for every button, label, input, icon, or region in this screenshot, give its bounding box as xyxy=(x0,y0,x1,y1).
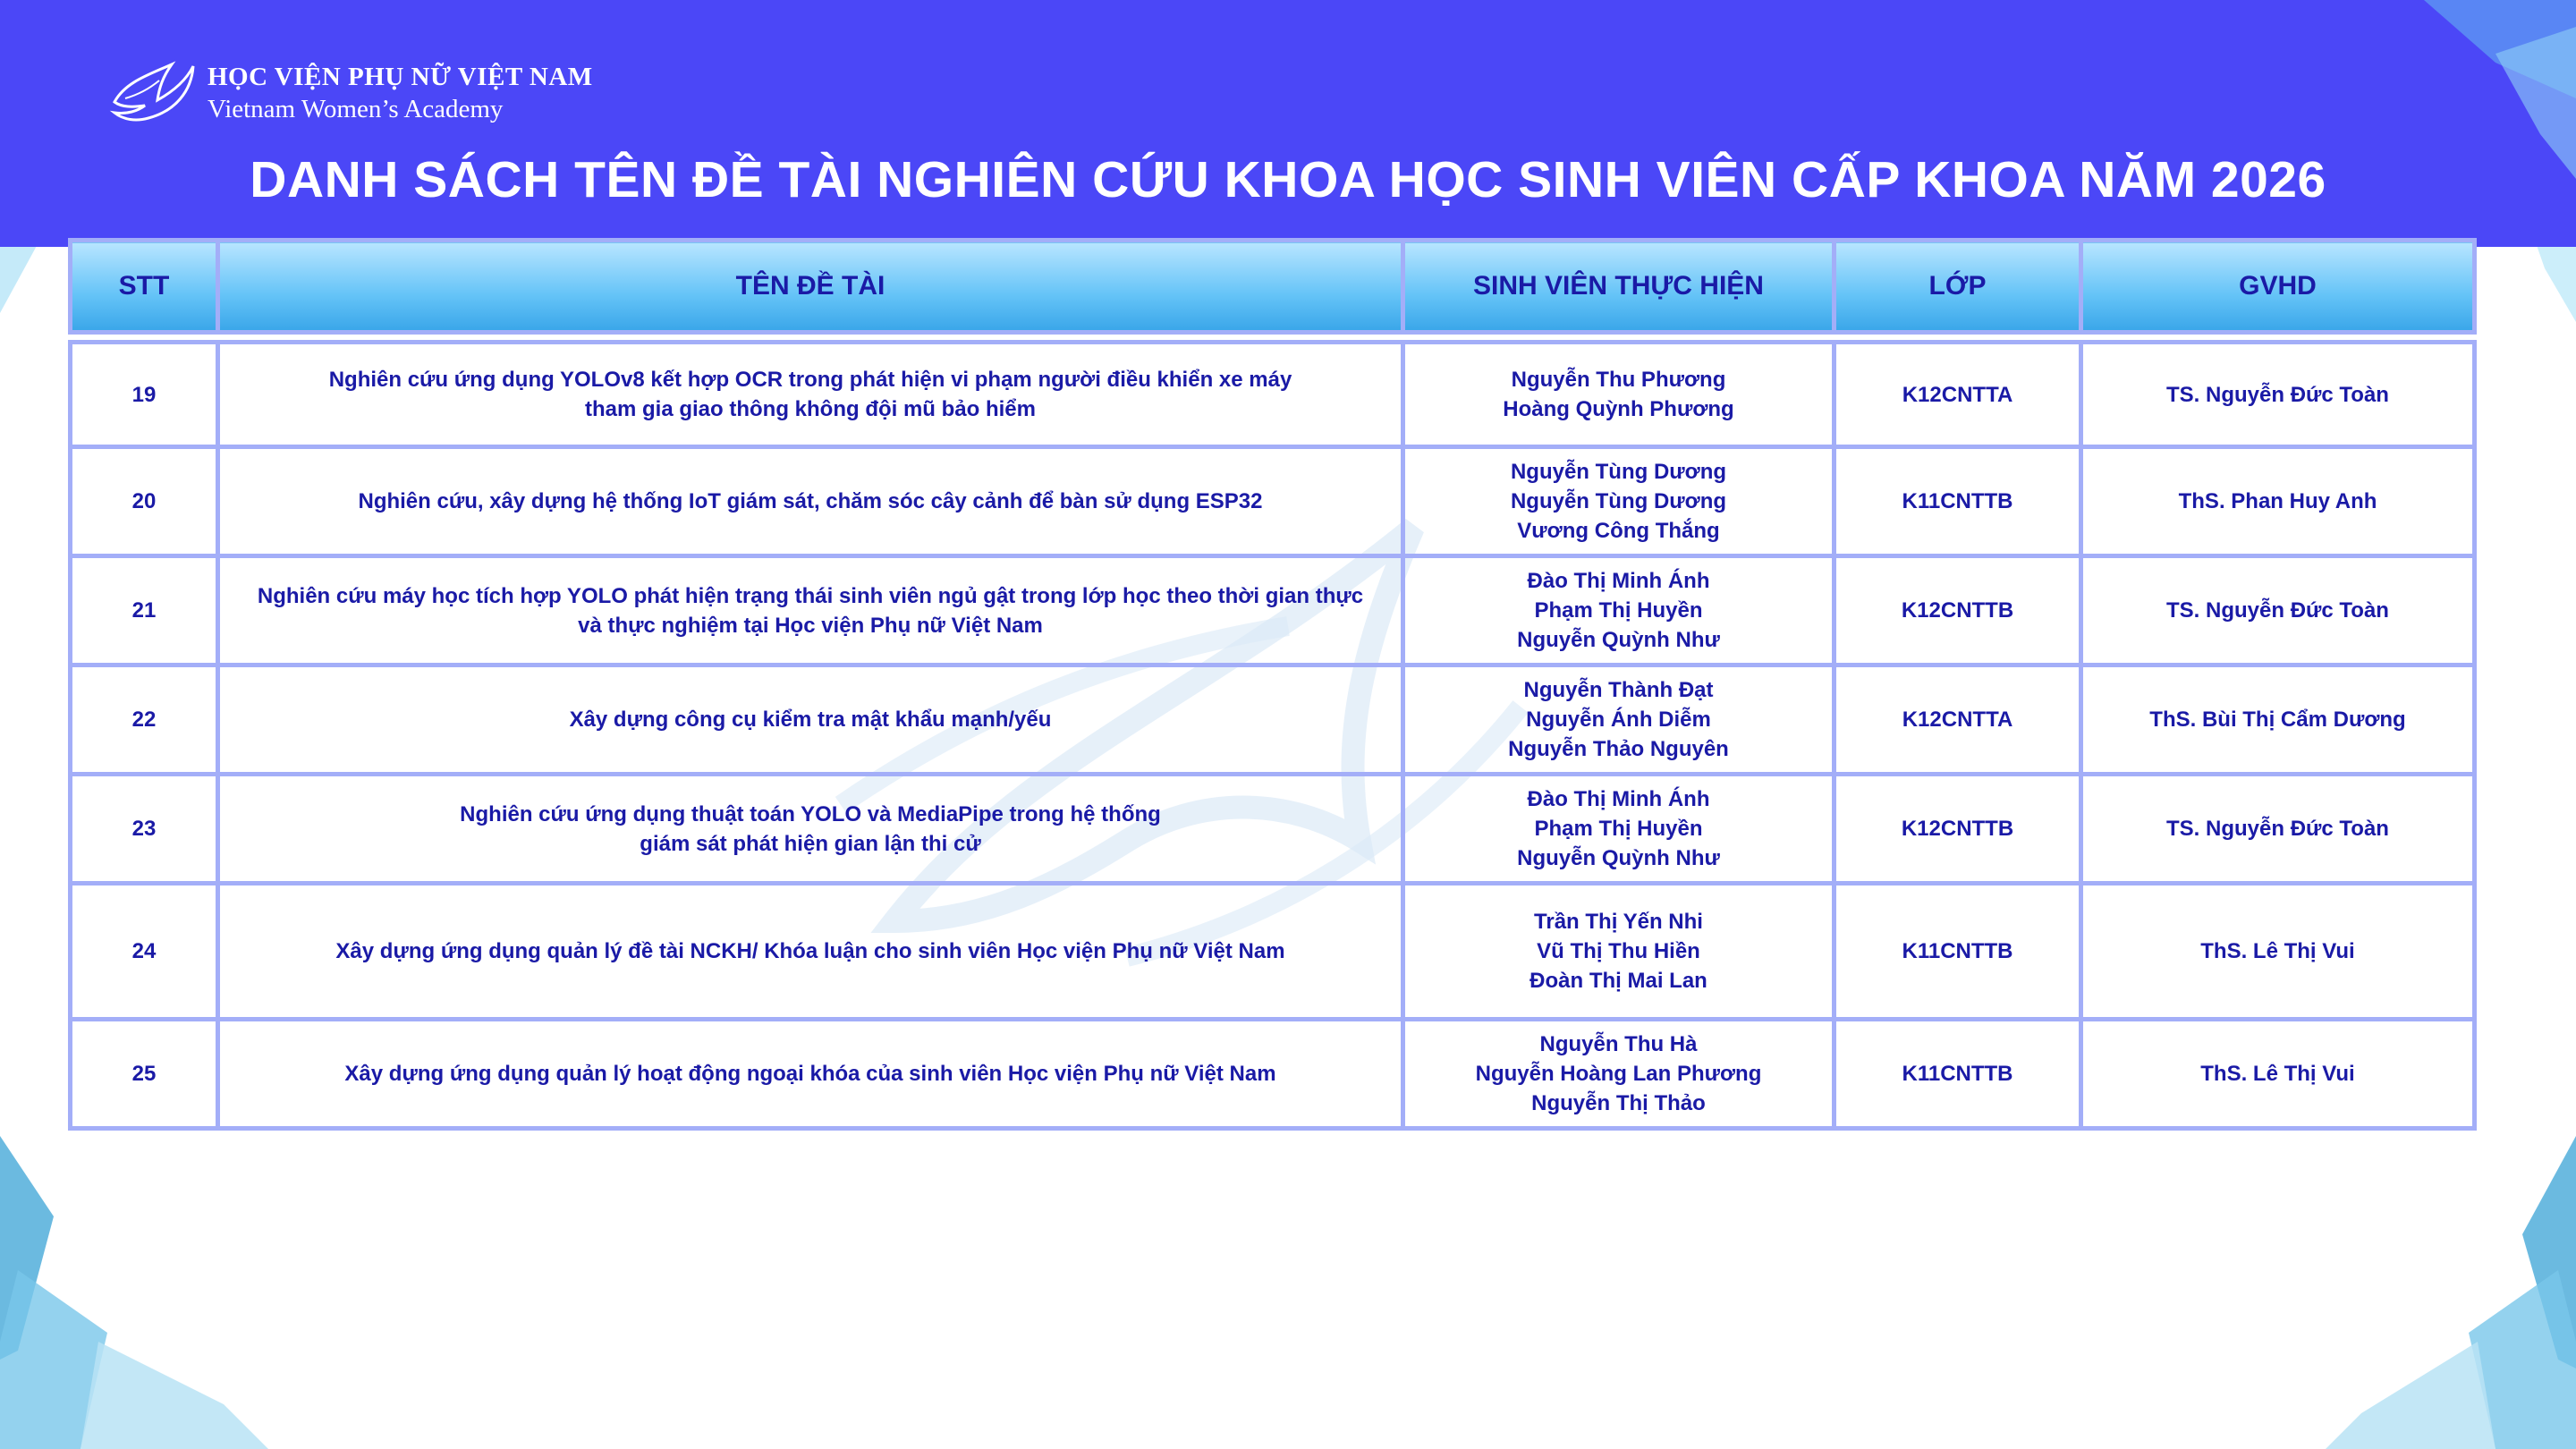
cell-advisor: TS. Nguyễn Đức Toàn xyxy=(2081,775,2475,884)
cell-students: Nguyễn Tùng Dương Nguyễn Tùng Dương Vương Công Thắng xyxy=(1403,447,1835,556)
col-header-class: LỚP xyxy=(1835,241,2081,333)
cell-stt: 25 xyxy=(71,1020,218,1129)
cell-advisor: ThS. Lê Thị Vui xyxy=(2081,1020,2475,1129)
table-row xyxy=(71,343,2475,447)
cell-students: Đào Thị Minh Ánh Phạm Thị Huyền Nguyễn Quỳnh Như xyxy=(1403,556,1835,665)
cell-class: K11CNTTB xyxy=(1835,1020,2081,1129)
col-header-stt: STT xyxy=(71,241,218,333)
cell-stt: 19 xyxy=(71,343,218,447)
table-row xyxy=(71,556,2475,665)
table-row xyxy=(71,1020,2475,1129)
bird-logo-icon xyxy=(107,55,197,131)
cell-advisor: ThS. Bùi Thị Cẩm Dương xyxy=(2081,665,2475,775)
cell-students: Nguyễn Thu Phương Hoàng Quỳnh Phương xyxy=(1403,343,1835,447)
academy-logo xyxy=(107,55,593,131)
table-header-row xyxy=(71,241,2475,333)
table-row xyxy=(71,665,2475,775)
cell-advisor: ThS. Phan Huy Anh xyxy=(2081,447,2475,556)
cell-topic: Xây dựng ứng dụng quản lý đề tài NCKH/ Khóa luận cho sinh viên Học viện Phụ nữ Việt Nam xyxy=(218,884,1403,1020)
decor-bottom-left xyxy=(0,1136,304,1449)
cell-topic: Nghiên cứu, xây dựng hệ thống IoT giám sát, chăm sóc cây cảnh để bàn sử dụng ESP32 xyxy=(218,447,1403,556)
cell-students: Đào Thị Minh Ánh Phạm Thị Huyền Nguyễn Quỳnh Như xyxy=(1403,775,1835,884)
col-header-advisor: GVHD xyxy=(2081,241,2475,333)
cell-class: K12CNTTA xyxy=(1835,343,2081,447)
cell-stt: 24 xyxy=(71,884,218,1020)
cell-advisor: ThS. Lê Thị Vui xyxy=(2081,884,2475,1020)
cell-topic: Nghiên cứu ứng dụng YOLOv8 kết hợp OCR trong phát hiện vi phạm người điều khiển xe máy tham gia giao thông không đội mũ bảo hiểm xyxy=(218,343,1403,447)
cell-class: K11CNTTB xyxy=(1835,447,2081,556)
institution-name-vi: HỌC VIỆN PHỤ NỮ VIỆT NAM xyxy=(208,63,593,91)
col-header-topic: TÊN ĐỀ TÀI xyxy=(218,241,1403,333)
cell-stt: 22 xyxy=(71,665,218,775)
cell-class: K12CNTTB xyxy=(1835,556,2081,665)
cell-topic: Xây dựng ứng dụng quản lý hoạt động ngoại khóa của sinh viên Học viện Phụ nữ Việt Nam xyxy=(218,1020,1403,1129)
col-header-students: SINH VIÊN THỰC HIỆN xyxy=(1403,241,1835,333)
institution-name-en: Vietnam Women’s Academy xyxy=(208,95,504,123)
cell-stt: 20 xyxy=(71,447,218,556)
cell-topic: Nghiên cứu ứng dụng thuật toán YOLO và MediaPipe trong hệ thống giám sát phát hiện gian lận thi cử xyxy=(218,775,1403,884)
topics-table xyxy=(68,238,2477,1131)
cell-class: K12CNTTA xyxy=(1835,665,2081,775)
cell-students: Nguyễn Thu Hà Nguyễn Hoàng Lan Phương Nguyễn Thị Thảo xyxy=(1403,1020,1835,1129)
cell-topic: Nghiên cứu máy học tích hợp YOLO phát hiện trạng thái sinh viên ngủ gật trong lớp học theo thời gian thực và thực nghiệm tại Học viện Phụ nữ Việt Nam xyxy=(218,556,1403,665)
table-row xyxy=(71,884,2475,1020)
cell-students: Nguyễn Thành Đạt Nguyễn Ánh Diễm Nguyễn Thảo Nguyên xyxy=(1403,665,1835,775)
cell-stt: 23 xyxy=(71,775,218,884)
cell-advisor: TS. Nguyễn Đức Toàn xyxy=(2081,556,2475,665)
cell-class: K11CNTTB xyxy=(1835,884,2081,1020)
table-row xyxy=(71,447,2475,556)
decor-banner-right xyxy=(2272,0,2576,250)
decor-bottom-right xyxy=(2290,1136,2576,1449)
cell-students: Trần Thị Yến Nhi Vũ Thị Thu Hiền Đoàn Thị Mai Lan xyxy=(1403,884,1835,1020)
cell-stt: 21 xyxy=(71,556,218,665)
cell-topic: Xây dựng công cụ kiểm tra mật khẩu mạnh/yếu xyxy=(218,665,1403,775)
table-row xyxy=(71,775,2475,884)
cell-advisor: TS. Nguyễn Đức Toàn xyxy=(2081,343,2475,447)
cell-class: K12CNTTB xyxy=(1835,775,2081,884)
page-title: DANH SÁCH TÊN ĐỀ TÀI NGHIÊN CỨU KHOA HỌC SINH VIÊN CẤP KHOA NĂM 2026 xyxy=(250,151,2326,208)
